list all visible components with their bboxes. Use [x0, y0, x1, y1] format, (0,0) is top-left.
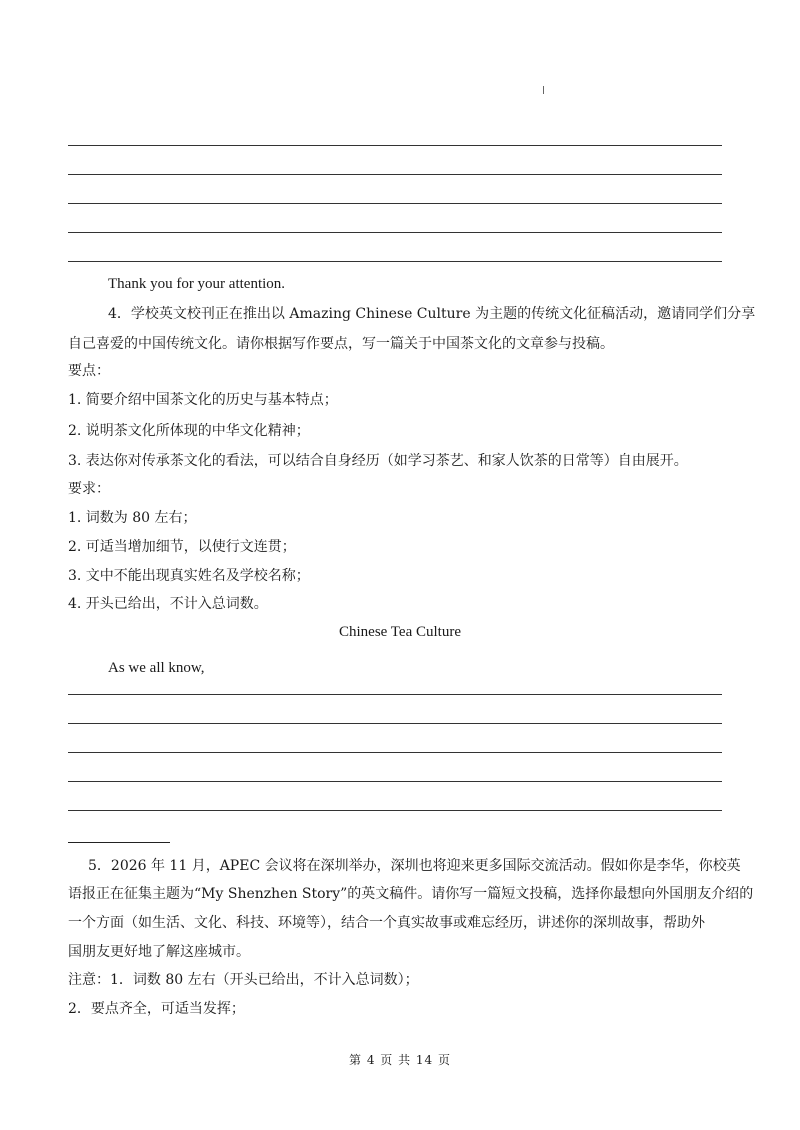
q4-requirement-1: 1. 词数为 80 左右；	[68, 510, 197, 526]
q5-note-1: 注意：1．词数 80 左右（开头已给出，不计入总词数）；	[68, 972, 419, 988]
answer-line	[68, 723, 722, 724]
q5-line2: 语报正在征集主题为“My Shenzhen Story”的英文稿件。请你写一篇短文投稿，选择你最想向外国朋友介绍的	[68, 886, 754, 902]
q5-note-2: 2．要点齐全，可适当发挥；	[68, 1001, 245, 1017]
q4-requirement-4: 4. 开头已给出，不计入总词数。	[68, 596, 268, 612]
answer-line	[68, 232, 722, 233]
answer-line	[68, 203, 722, 204]
answer-line	[68, 261, 722, 262]
q4-point-1: 1. 简要介绍中国茶文化的历史与基本特点；	[68, 392, 338, 408]
page-number: 第 4 页 共 14 页	[349, 1053, 451, 1067]
section-divider	[68, 842, 170, 843]
q4-requirement-3: 3. 文中不能出现真实姓名及学校名称；	[68, 568, 310, 584]
closing-sentence: Thank you for your attention.	[108, 276, 286, 292]
q5-line3: 一个方面（如生活、文化、科技、环境等），结合一个真实故事或难忘经历，讲述你的深圳故事，帮助外	[68, 915, 705, 931]
q4-point-2: 2. 说明茶文化所体现的中华文化精神；	[68, 423, 310, 439]
q4-point-3: 3. 表达你对传承茶文化的看法，可以结合自身经历（如学习茶艺、和家人饮茶的日常等）自由展开。	[68, 453, 688, 469]
q4-requirements-heading: 要求：	[68, 481, 110, 497]
answer-line	[68, 694, 722, 695]
answer-line	[68, 174, 722, 175]
essay-start: As we all know,	[108, 660, 205, 676]
scan-mark	[543, 86, 544, 94]
answer-line	[68, 145, 722, 146]
q4-intro-line2: 自己喜爱的中国传统文化。请你根据写作要点，写一篇关于中国茶文化的文章参与投稿。	[68, 336, 614, 352]
answer-line	[68, 781, 722, 782]
answer-line	[68, 752, 722, 753]
q4-intro-line1: 4．学校英文校刊正在推出以 Amazing Chinese Culture 为主题的传统文化征稿活动，邀请同学们分享	[108, 306, 756, 322]
answer-line	[68, 810, 722, 811]
q4-points-heading: 要点：	[68, 363, 110, 379]
q4-requirement-2: 2. 可适当增加细节，以使行文连贯；	[68, 539, 296, 555]
q5-line4: 国朋友更好地了解这座城市。	[68, 944, 250, 960]
q5-line1: 5．2026 年 11 月，APEC 会议将在深圳举办，深圳也将迎来更多国际交流活动。假如你是李华，你校英	[88, 858, 741, 874]
essay-title: Chinese Tea Culture	[339, 624, 461, 640]
